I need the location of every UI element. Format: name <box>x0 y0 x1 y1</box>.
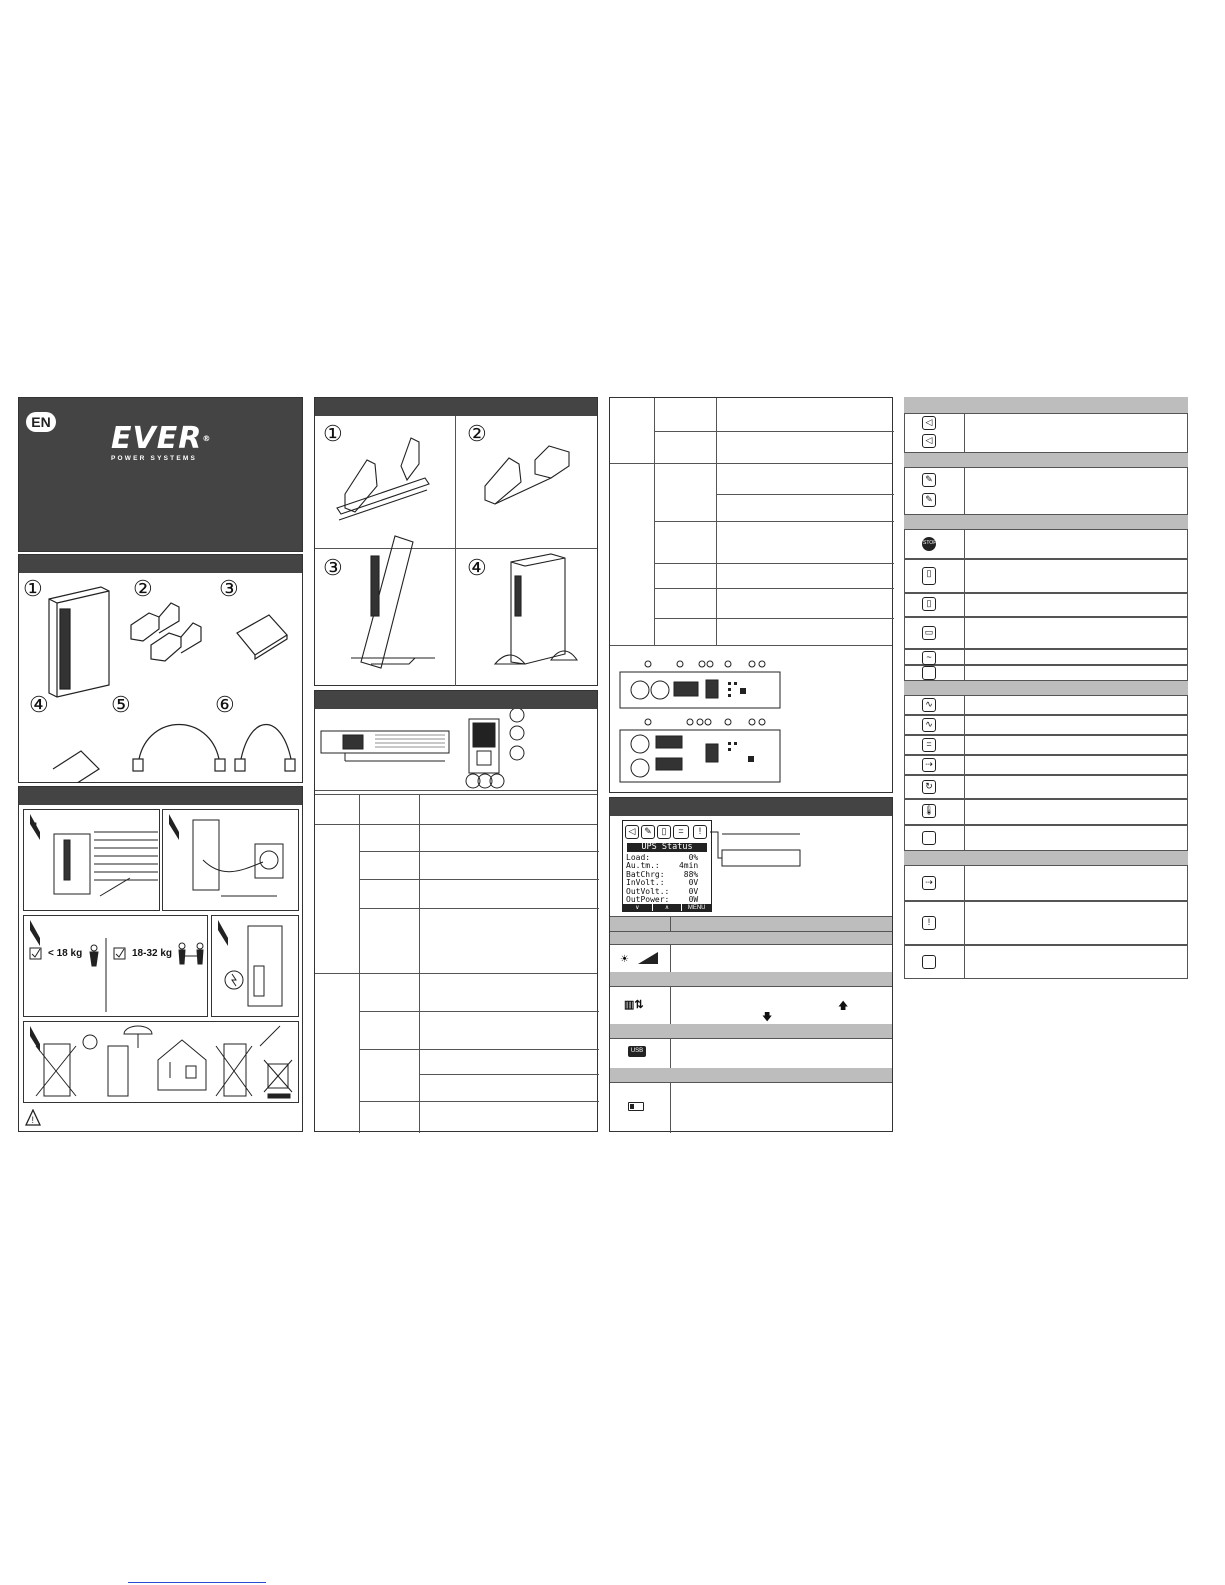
section-header-bar <box>610 1068 892 1082</box>
battery-test-icon: ▯ <box>922 567 936 585</box>
blank-icon <box>922 955 936 969</box>
svg-text:!: ! <box>31 1115 35 1125</box>
signal-strength-icon <box>620 950 660 966</box>
step-number-2: ② <box>467 422 487 447</box>
step-number-4: ④ <box>467 556 487 581</box>
environment-box <box>23 1021 299 1103</box>
package-items-illustration <box>19 573 304 783</box>
stop-icon: STOP <box>922 537 936 551</box>
lcd-title: UPS Status <box>627 843 707 852</box>
stand-assembly-illustration <box>315 416 599 686</box>
refresh-icon: ↻ <box>922 780 936 794</box>
language-badge: EN <box>26 412 56 432</box>
footer-link[interactable] <box>128 1582 266 1583</box>
item-number-5: ⑤ <box>111 693 131 718</box>
electric-illustration <box>212 916 298 1016</box>
item-number-3: ③ <box>219 577 239 602</box>
sine-wave-alt-icon: ∿ <box>922 718 936 732</box>
item-number-6: ⑥ <box>215 693 235 718</box>
stand-assembly-panel <box>314 397 598 686</box>
lcd-screen <box>622 820 712 912</box>
section-header-bar <box>610 972 892 986</box>
section-header-bar <box>610 932 892 944</box>
front-panel-illustration <box>315 709 599 789</box>
package-contents-panel <box>18 554 303 783</box>
section-header-bar <box>19 555 302 573</box>
lcd-line: InVolt.: 0V <box>626 878 699 888</box>
usb-icon: USB <box>628 1046 646 1057</box>
eco-mode-icon: ✎ <box>922 473 936 487</box>
clearance-box <box>23 809 160 911</box>
clearance-illustration <box>24 810 159 910</box>
electric-warning-box <box>211 915 299 1017</box>
sine-wave-icon: ∿ <box>922 698 936 712</box>
section-header-bar <box>904 515 1188 529</box>
blank-icon <box>922 666 936 680</box>
lcd-section-panel <box>609 797 893 1132</box>
table-header <box>610 916 892 932</box>
section-header-bar <box>904 681 1188 695</box>
eco-off-icon: ✎ <box>922 493 936 507</box>
warning-icon <box>25 1109 41 1127</box>
battery-fault-icon: = <box>922 738 936 752</box>
section-header-bar <box>610 1024 892 1038</box>
brand-name: EVER <box>111 421 203 456</box>
led-table-panel <box>609 397 893 793</box>
item-number-4: ④ <box>29 693 49 718</box>
item-number-1: ① <box>23 577 43 602</box>
battery-icon: = <box>673 825 689 839</box>
safety-panel <box>18 786 303 1132</box>
leaf-icon: ✎ <box>641 825 655 839</box>
step-number-3: ③ <box>323 556 343 581</box>
step-number-1: ① <box>323 422 343 447</box>
section-header-bar <box>904 851 1188 865</box>
cover-panel <box>18 397 303 552</box>
lcd-line: Load: 0% <box>626 853 699 862</box>
section-header-bar <box>315 691 597 709</box>
bypass-fault-icon: ⇢ <box>922 876 936 890</box>
brand-registered: ® <box>202 434 212 443</box>
lcd-line: Au.tm.: 4min <box>626 861 699 871</box>
image-icon: ▭ <box>922 626 936 640</box>
brand-logo <box>111 421 221 464</box>
section-header-bar <box>904 453 1188 467</box>
warning-icon: ! <box>693 825 707 839</box>
svg-text:!: ! <box>34 822 37 833</box>
socket-connection-box <box>162 809 299 911</box>
speaker-icon: ◁ <box>625 825 639 839</box>
arrow-up-icon: 🡅 <box>838 1001 849 1012</box>
section-header-bar <box>19 787 302 805</box>
lcd-up-button[interactable]: ∧ <box>653 904 682 912</box>
lcd-readings <box>626 854 698 904</box>
front-panel-section <box>314 690 598 1132</box>
battery-level-icon <box>628 1102 644 1111</box>
arrow-down-icon: 🡇 <box>762 1012 773 1023</box>
lcd-menu-button[interactable]: MENU <box>682 904 711 912</box>
battery-charge-icon: ▥⇅ <box>624 999 644 1011</box>
section-header-bar <box>315 398 597 416</box>
lcd-down-button[interactable]: ∨ <box>623 904 652 912</box>
battery-test-icon: ▯ <box>657 825 671 839</box>
item-number-2: ② <box>133 577 153 602</box>
warning-icon: ! <box>922 916 936 930</box>
speaker-off-icon: ◁ <box>922 434 936 448</box>
blank-icon <box>922 831 936 845</box>
weight-single-label: < 18 kg <box>48 948 83 959</box>
lcd-line: OutVolt.: 0V <box>626 886 699 896</box>
socket-illustration <box>163 810 298 910</box>
cycle-icon: ~ <box>922 651 936 665</box>
section-header-bar <box>610 798 892 816</box>
bypass-icon: ⇢ <box>922 758 936 772</box>
lcd-icon-callout <box>710 828 810 868</box>
weight-double-label: 18-32 kg <box>132 948 173 959</box>
thermometer-icon: 🌡 <box>922 804 936 818</box>
lift-illustration <box>24 916 209 1016</box>
speaker-on-icon: ◁ <box>922 416 936 430</box>
rear-panel-illustration <box>610 648 894 794</box>
weight-lift-box <box>23 915 208 1017</box>
lcd-line: OutPower: 0W <box>626 895 699 905</box>
lcd-status-icons <box>623 821 711 841</box>
brand-tagline: POWER SYSTEMS <box>111 455 198 462</box>
environment-illustration <box>24 1022 298 1102</box>
svg-text:☀: ☀ <box>620 954 629 965</box>
section-header-bar <box>904 397 1188 413</box>
lcd-line: BatChrg: 88% <box>626 869 699 879</box>
overload-icon: ▯ <box>922 597 936 611</box>
icon-legend-panel <box>904 397 1188 980</box>
